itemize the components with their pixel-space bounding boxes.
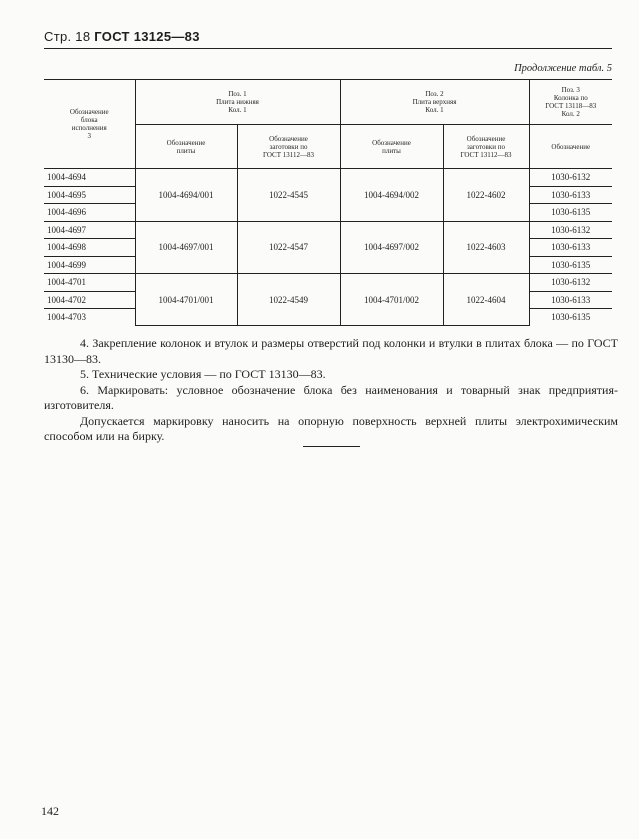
block-cell: 1004-4702 [44,291,135,309]
column-cell: 1030-6133 [529,291,612,309]
header-column-designation: Обозначение [529,125,612,169]
note-fastening: 4. Закрепление колонок и втулок и размеры отверстий под колонки и втулки в плитах блока — по ГОСТ 13130—83. [44,336,618,366]
notes [44,336,618,445]
lower-blank-cell: 1022-4547 [237,221,340,274]
block-cell: 1004-4701 [44,274,135,292]
column-cell: 1030-6133 [529,239,612,257]
block-cell: 1004-4699 [44,256,135,274]
column-cell: 1030-6135 [529,309,612,326]
page-label: Стр. 18 [44,29,91,44]
upper-plate-cell: 1004-4694/002 [340,169,443,222]
lower-plate-cell: 1004-4694/001 [135,169,237,222]
header-column-post: Поз. 3 Колонка по ГОСТ 13118—83 Кол. 2 [529,80,612,125]
upper-blank-cell: 1022-4604 [443,274,529,326]
header-upper-plate-designation: Обозначение плиты [340,125,443,169]
table-row [44,221,612,239]
page-number: 142 [41,804,59,818]
note-marking-allowed: Допускается маркировку наносить на опорную поверхность верхней плиты электрохимическим способом или на бирку. [44,413,618,443]
continuation-label: Продолжение табл. 5 [514,63,612,74]
block-cell: 1004-4703 [44,309,135,326]
block-cell: 1004-4695 [44,186,135,204]
table-row [44,274,612,292]
note-marking: 6. Маркировать: условное обозначение блока без наименования и товарный знак предприятия-изготовителя. [44,382,618,412]
header-upper-plate: Поз. 2 Плита верхняя Кол. 1 [340,80,529,125]
header-lower-plate-designation: Обозначение плиты [135,125,237,169]
column-cell: 1030-6132 [529,274,612,292]
upper-plate-cell: 1004-4697/002 [340,221,443,274]
block-cell: 1004-4698 [44,239,135,257]
upper-blank-cell: 1022-4602 [443,169,529,222]
block-cell: 1004-4696 [44,204,135,222]
header-upper-blank-designation: Обозначение заготовки по ГОСТ 13112—83 [443,125,529,169]
header-lower-blank-designation: Обозначение заготовки по ГОСТ 13112—83 [237,125,340,169]
end-rule [303,446,360,447]
upper-blank-cell: 1022-4603 [443,221,529,274]
lower-plate-cell: 1004-4697/001 [135,221,237,274]
spec-table [44,79,612,326]
lower-blank-cell: 1022-4545 [237,169,340,222]
page-header [44,29,200,44]
column-cell: 1030-6135 [529,204,612,222]
column-cell: 1030-6133 [529,186,612,204]
column-cell: 1030-6132 [529,221,612,239]
standard-number: ГОСТ 13125—83 [94,29,200,44]
header-block-designation: Обозначение блока исполнения 3 [44,80,135,169]
column-cell: 1030-6132 [529,169,612,187]
lower-blank-cell: 1022-4549 [237,274,340,326]
column-cell: 1030-6135 [529,256,612,274]
upper-plate-cell: 1004-4701/002 [340,274,443,326]
lower-plate-cell: 1004-4701/001 [135,274,237,326]
table-row [44,169,612,187]
header-rule [44,48,612,49]
note-technical-conditions: 5. Технические условия — по ГОСТ 13130—83. [80,367,326,381]
header-lower-plate: Поз. 1 Плита нижняя Кол. 1 [135,80,340,125]
block-cell: 1004-4694 [44,169,135,187]
block-cell: 1004-4697 [44,221,135,239]
